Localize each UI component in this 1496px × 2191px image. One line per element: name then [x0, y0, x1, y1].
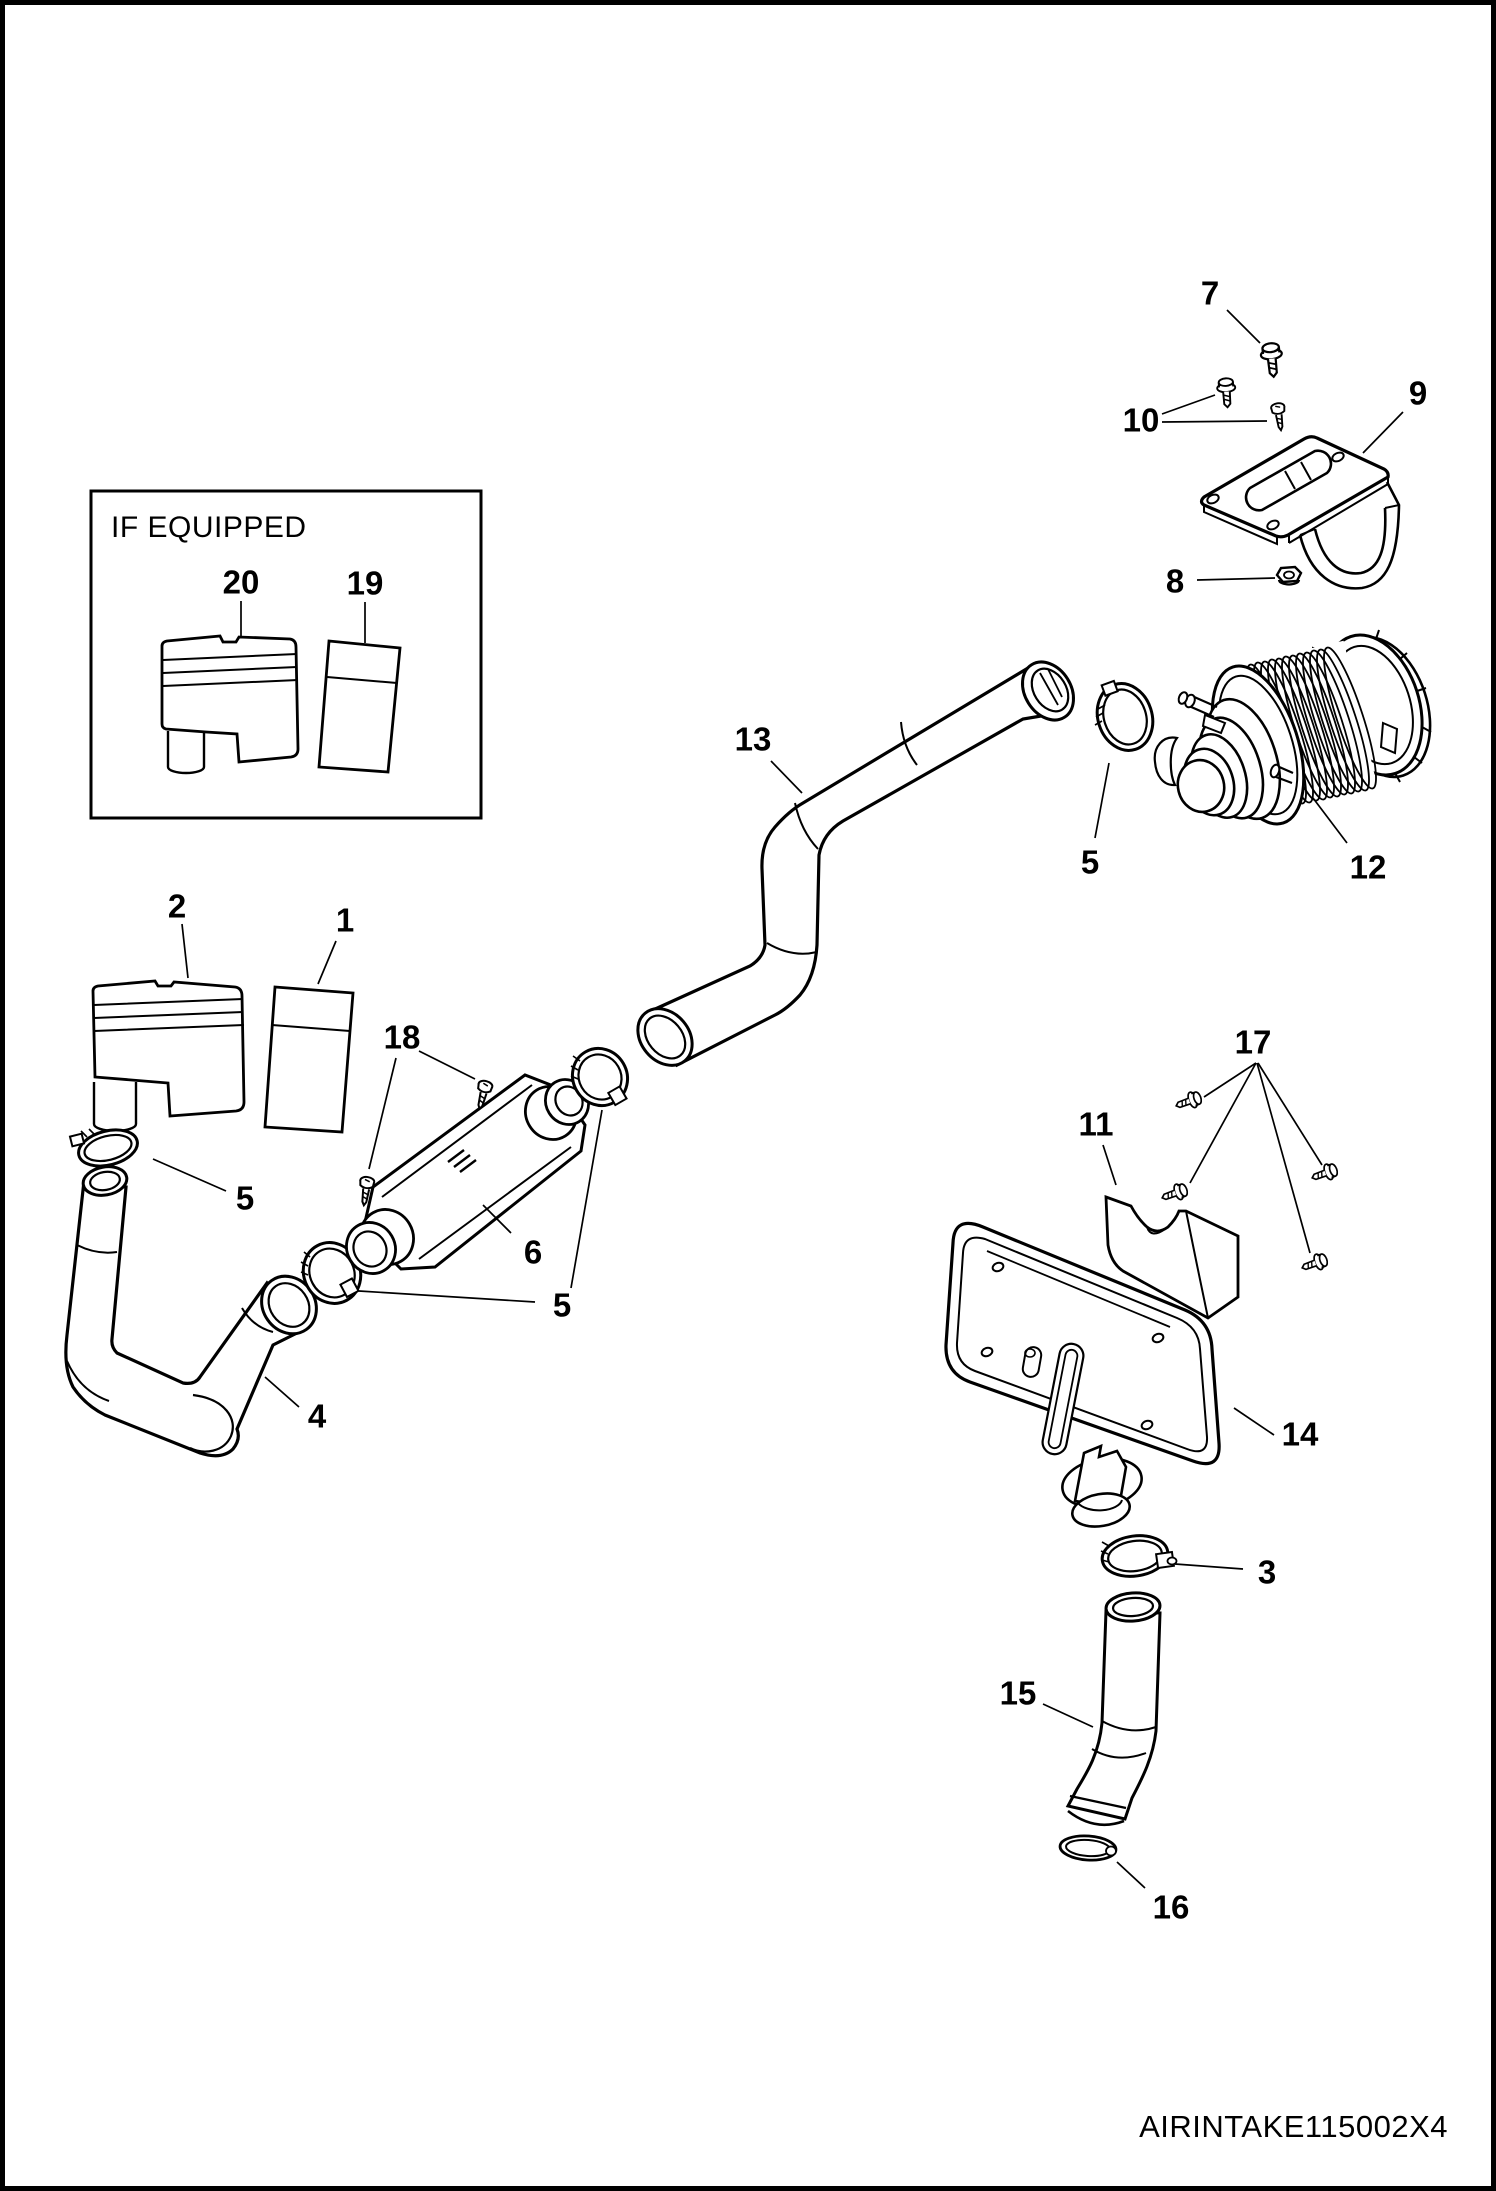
part-6-intake-tube-drawing — [337, 1071, 597, 1282]
callout-15: 15 — [999, 1674, 1037, 1712]
leader-14 — [1234, 1408, 1274, 1435]
if-equipped-title: IF EQUIPPED — [111, 511, 307, 544]
part-10-screw-a-drawing — [1217, 378, 1237, 408]
callout-10: 10 — [1122, 401, 1160, 439]
callout-1: 1 — [335, 901, 355, 939]
leader-8 — [1197, 578, 1275, 580]
part-10-screw-b-drawing — [1271, 402, 1288, 431]
part-17-bolt-d-drawing — [1299, 1251, 1329, 1275]
part-7-bolt-drawing — [1260, 342, 1284, 378]
leader-11 — [1103, 1145, 1116, 1185]
callout-5-air: 5 — [1080, 843, 1100, 881]
part-17-bolt-b-drawing — [1159, 1181, 1189, 1205]
leader-10b — [1162, 421, 1267, 422]
part-2-cover-drawing — [93, 981, 244, 1131]
leader-17d — [1257, 1063, 1310, 1253]
leader-17b — [1190, 1063, 1256, 1183]
callout-3: 3 — [1257, 1553, 1277, 1591]
callout-4: 4 — [307, 1397, 327, 1435]
leader-18a — [419, 1051, 475, 1079]
part-3-clamp-drawing — [1100, 1532, 1177, 1581]
leader-5-left — [153, 1159, 226, 1191]
leader-17a — [1204, 1063, 1256, 1097]
part-19-filter-drawing — [319, 641, 400, 772]
leader-2 — [182, 924, 188, 978]
callout-16: 16 — [1152, 1888, 1190, 1926]
part-17-bolt-c-drawing — [1309, 1161, 1339, 1185]
part-9-bracket-drawing — [1202, 437, 1400, 589]
part-4-elbow-hose-drawing — [66, 1163, 328, 1455]
callout-17: 17 — [1234, 1023, 1272, 1061]
callout-13: 13 — [734, 720, 772, 758]
leader-13 — [771, 761, 802, 793]
part-13-hose-drawing — [627, 653, 1084, 1077]
leader-15 — [1043, 1704, 1093, 1727]
callout-18: 18 — [383, 1018, 421, 1056]
part-17-bolt-a-drawing — [1173, 1089, 1203, 1113]
leader-4 — [265, 1377, 299, 1407]
leader-18b — [369, 1058, 396, 1169]
callout-8: 8 — [1165, 562, 1185, 600]
leader-10a — [1162, 395, 1215, 414]
callout-14: 14 — [1281, 1415, 1319, 1453]
callout-6: 6 — [523, 1233, 543, 1271]
leader-1 — [318, 941, 336, 984]
part-5-clamp-left-drawing — [70, 1124, 141, 1172]
leader-9 — [1363, 412, 1403, 453]
callout-5-mid: 5 — [552, 1286, 572, 1324]
leader-7 — [1227, 310, 1260, 343]
callout-12: 12 — [1349, 848, 1387, 886]
leader-16 — [1117, 1862, 1145, 1888]
callout-11: 11 — [1078, 1105, 1114, 1143]
callout-19: 19 — [346, 564, 384, 602]
part-16-clamp-drawing — [1059, 1834, 1117, 1862]
leader-17c — [1258, 1063, 1322, 1165]
part-12-air-cleaner-drawing — [1155, 622, 1447, 835]
callout-2: 2 — [167, 887, 187, 925]
part-15-hose-drawing — [1068, 1591, 1161, 1825]
callout-20: 20 — [222, 563, 260, 601]
callout-9: 9 — [1408, 374, 1428, 412]
leader-5-air — [1095, 763, 1109, 838]
leader-5-mid-a — [359, 1291, 535, 1302]
part-1-filter-drawing — [265, 987, 353, 1132]
part-5-clamp-air-cleaner-drawing — [1089, 676, 1161, 757]
part-20-cover-drawing — [162, 636, 298, 773]
leader-3 — [1175, 1564, 1243, 1569]
part-8-nut-drawing — [1277, 567, 1301, 585]
callout-5-left: 5 — [235, 1179, 255, 1217]
diagram-line-art — [5, 5, 1491, 2186]
leader-12 — [1313, 798, 1347, 843]
diagram-code: AIRINTAKE115002X4 — [1139, 2109, 1448, 2144]
callout-7: 7 — [1200, 274, 1220, 312]
